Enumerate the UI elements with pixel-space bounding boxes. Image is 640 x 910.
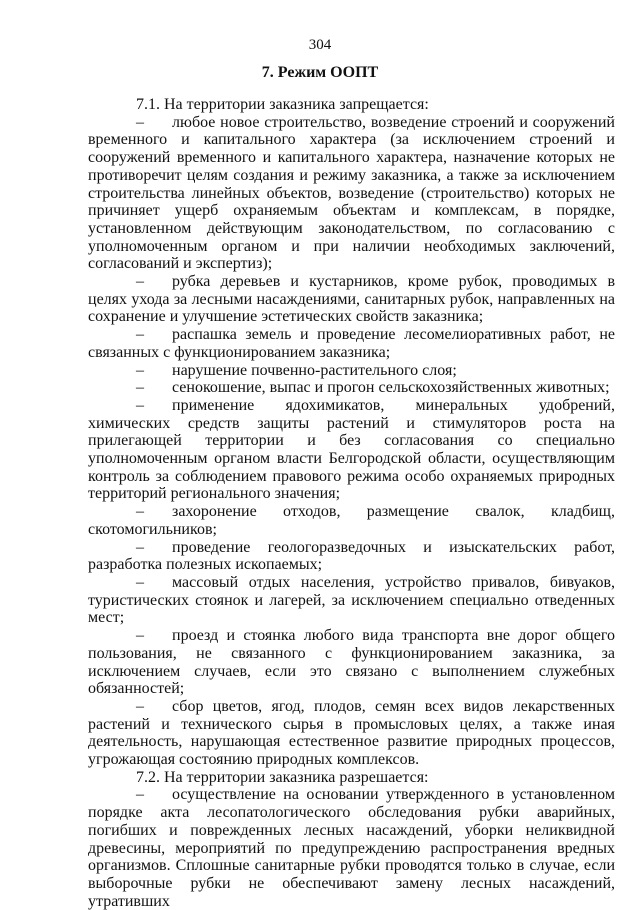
list-item-text: сенокошение, выпас и прогон сельскохозяйственных животных; bbox=[172, 379, 610, 397]
dash-marker: – bbox=[136, 503, 144, 521]
list-item-text: распашка земель и проведение лесомелиоративных работ, не связанных с функционированием заказника; bbox=[88, 326, 615, 361]
list-item bbox=[88, 114, 615, 273]
list-item-text: применение ядохимикатов, минеральных удобрений, химических средств защиты растений и стимуляторов роста на прилегающей территории и без согласования со специально уполномоченным органом власти Белгородской области, осуществляющим контроль за соблюдением правового режима особо охраняемых природных территорий регионального значения; bbox=[88, 396, 615, 503]
dash-marker: – bbox=[136, 538, 144, 556]
dash-marker: – bbox=[136, 361, 144, 379]
document-body bbox=[88, 96, 615, 910]
list-item bbox=[88, 627, 615, 698]
permitted-activities-list bbox=[88, 786, 615, 910]
list-item-text: проезд и стоянка любого вида транспорта вне дорог общего пользования, не связанного с функционированием заказника, за исключением случаев, если это связано с выполнением служебных обязанностей; bbox=[88, 627, 615, 698]
dash-marker: – bbox=[136, 627, 144, 645]
dash-marker: – bbox=[136, 326, 144, 344]
list-item-text: нарушение почвенно-растительного слоя; bbox=[172, 361, 457, 379]
list-item bbox=[88, 574, 615, 627]
list-item bbox=[88, 397, 615, 503]
clause-heading-7-2: 7.2. На территории заказника разрешается: bbox=[136, 768, 429, 786]
list-item bbox=[88, 698, 615, 769]
dash-marker: – bbox=[136, 697, 144, 715]
list-item-text: проведение геологоразведочных и изыскательских работ, разработка полезных ископаемых; bbox=[88, 538, 615, 574]
dash-marker: – bbox=[136, 396, 144, 414]
list-item bbox=[88, 326, 615, 361]
dash-marker: – bbox=[136, 273, 144, 291]
list-item bbox=[88, 786, 615, 910]
list-item-text: осуществление на основании утвержденного в установленном порядке акта лесопатологического обследования рубки аварийных, погибших и поврежденных лесных насаждений, уборки неликвидной древесины, мероприятий по предупреждению распространения вредных организмов. Сплошные санитарные рубки проводятся только в случае, если выборочные рубки не обеспечивают замену лесных насаждений, утративших bbox=[88, 786, 615, 910]
list-item bbox=[88, 273, 615, 326]
list-item bbox=[88, 362, 615, 380]
dash-marker: – bbox=[136, 113, 144, 131]
list-item bbox=[88, 503, 615, 538]
list-item-text: любое новое строительство, возведение строений и сооружений временного и капитального характера (за исключением строений и сооружений временного и капитального характера, назначение которых не противоречит целям создания и режиму заказника, а также за исключением строительства линейных объектов, возведение (строительство) которых не причиняет ущерб охраняемым объектам и комплексам, в порядке, установленном действующим законодательством, по согласованию с уполномоченным органом и при наличии необходимых заключений, согласований и экспертиз); bbox=[88, 113, 615, 273]
list-item-text: захоронение отходов, размещение свалок, кладбищ, скотомогильников; bbox=[88, 503, 615, 538]
list-item-text: массовый отдых населения, устройство привалов, бивуаков, туристических стоянок и лагерей, за исключением специально отведенных мест; bbox=[88, 573, 615, 627]
page-number: 304 bbox=[308, 37, 332, 53]
list-item bbox=[88, 539, 615, 574]
dash-marker: – bbox=[136, 786, 144, 804]
dash-marker: – bbox=[136, 573, 144, 591]
prohibited-activities-list bbox=[88, 114, 615, 769]
list-item bbox=[88, 379, 615, 397]
list-item-text: сбор цветов, ягод, плодов, семян всех видов лекарственных растений и технического сырья в промысловых целях, а также иная деятельность, нарушающая естественное развитие природных процессов, угрожающая состоянию природных комплексов. bbox=[88, 697, 615, 769]
clause-heading-7-1: 7.1. На территории заказника запрещается: bbox=[136, 96, 429, 113]
dash-marker: – bbox=[136, 379, 144, 397]
list-item-text: рубка деревьев и кустарников, кроме рубок, проводимых в целях ухода за лесными насаждениями, санитарных рубок, направленных на сохранение и улучшение эстетических свойств заказника; bbox=[88, 273, 615, 326]
section-title: 7. Режим ООПТ bbox=[261, 64, 379, 81]
